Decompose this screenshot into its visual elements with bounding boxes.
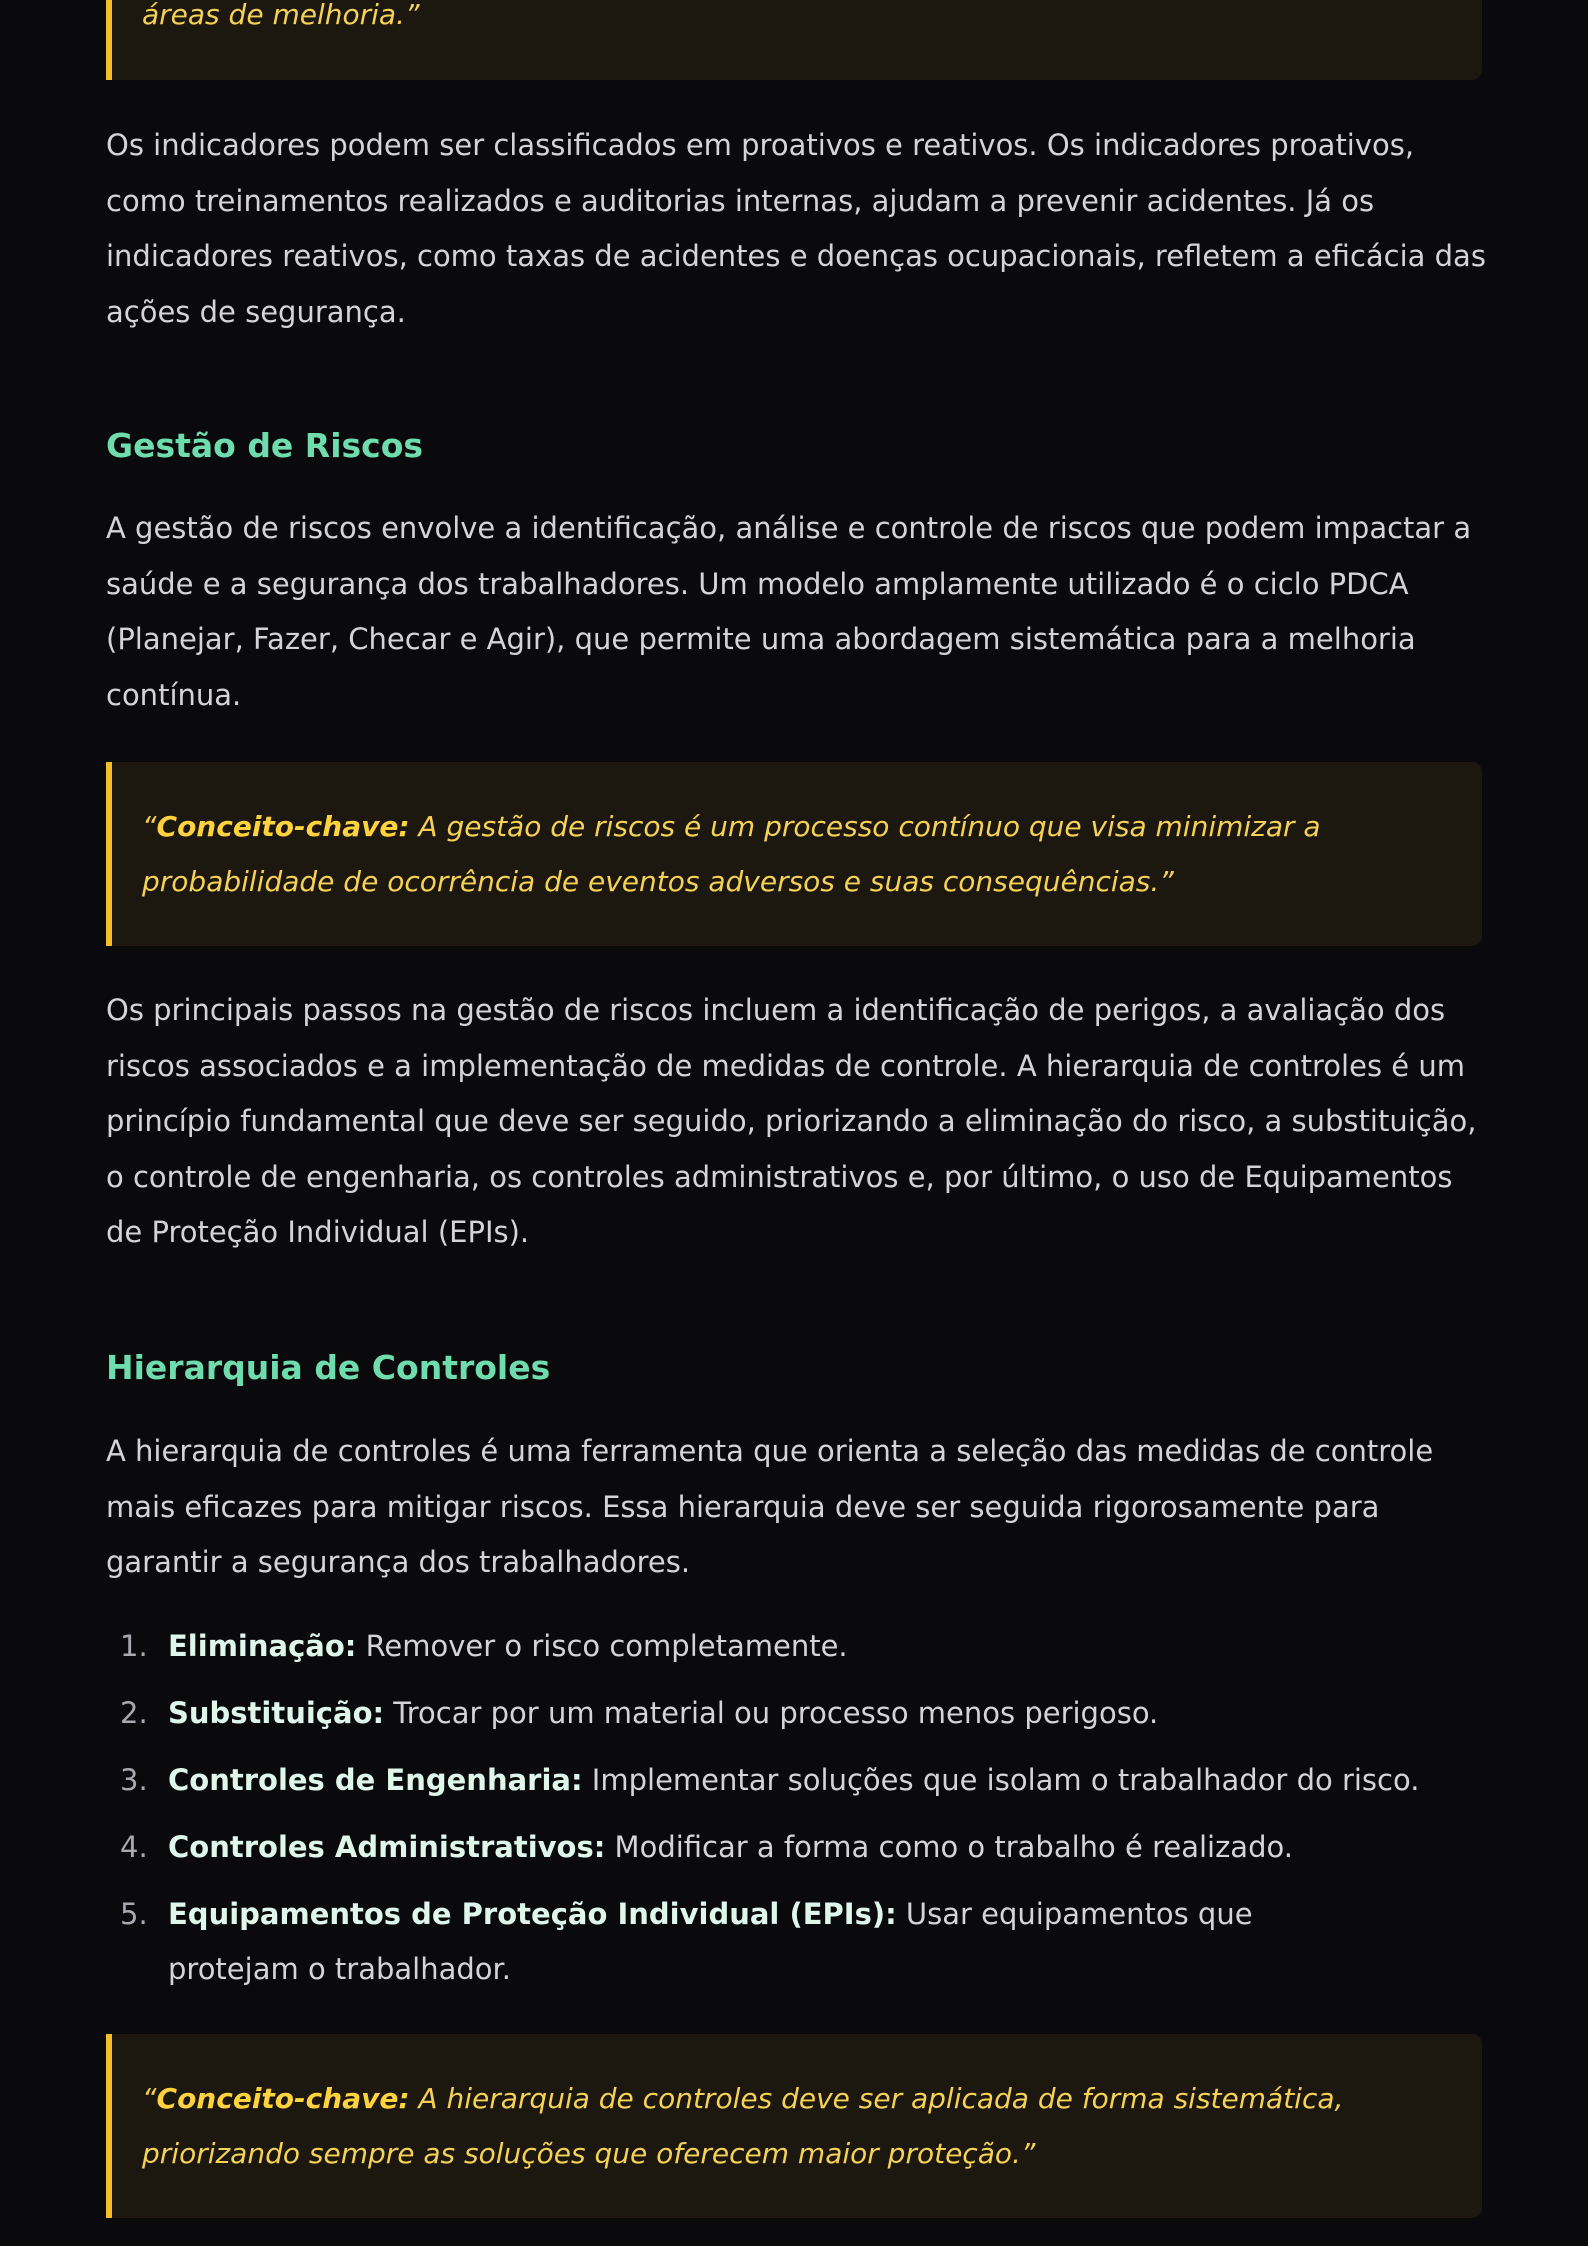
callout-text: A hierarquia de controles deve ser aplicada de forma sistemática, priorizando sempre as soluções que oferecem maior proteção.” bbox=[142, 2082, 1344, 2170]
list-number: 4. bbox=[120, 1830, 148, 1864]
key-concept-callout-hierarchy bbox=[106, 2034, 1482, 2218]
callout-label: Conceito-chave: bbox=[156, 810, 410, 843]
list-number: 2. bbox=[120, 1696, 148, 1730]
list-item bbox=[106, 1619, 1482, 1674]
list-desc: Modificar a forma como o trabalho é realizado. bbox=[605, 1830, 1293, 1864]
list-desc: Remover o risco completamente. bbox=[356, 1629, 848, 1663]
list-number: 3. bbox=[120, 1763, 148, 1797]
paragraph-control-hierarchy: A hierarquia de controles é uma ferramenta que orienta a seleção das medidas de controle mais eficazes para mitigar riscos. Essa hierarquia deve ser seguida rigorosamente para garantir a segurança dos trabalhadores. bbox=[106, 1434, 1434, 1579]
list-term: Substituição: bbox=[168, 1696, 385, 1730]
list-term: Equipamentos de Proteção Individual (EPIs): bbox=[168, 1897, 897, 1931]
list-desc: Trocar por um material ou processo menos perigoso. bbox=[384, 1696, 1159, 1730]
list-item bbox=[106, 1686, 1482, 1741]
paragraph-risk-management: A gestão de riscos envolve a identificação, análise e controle de riscos que podem impactar a saúde e a segurança dos trabalhadores. Um modelo amplamente utilizado é o ciclo PDCA (Planejar, Fazer, Checar e Agir), que permite uma abordagem sistemática para a melhoria contínua. bbox=[106, 511, 1472, 712]
paragraph-indicators: Os indicadores podem ser classificados em proativos e reativos. Os indicadores proativos, como treinamentos realizados e auditorias internas, ajudam a prevenir acidentes. Já os indicadores reativos, como taxas de acidentes e doenças ocupacionais, refletem a eficácia das ações de segurança. bbox=[106, 128, 1486, 329]
paragraph-risk-steps: Os principais passos na gestão de riscos incluem a identificação de perigos, a avaliação dos riscos associados e a implementação de medidas de controle. A hierarquia de controles é um princípio fundamental que deve ser seguido, priorizando a eliminação do risco, a substituição, o controle de engenharia, os controles administrativos e, por último, o uso de Equipamentos de Proteção Individual (EPIs). bbox=[106, 993, 1477, 1249]
callout-label: Conceito-chave: bbox=[156, 2082, 410, 2115]
callout-text: áreas de melhoria.” bbox=[142, 0, 420, 31]
heading-risk-management: Gestão de Riscos bbox=[106, 426, 424, 465]
list-term: Eliminação: bbox=[168, 1629, 357, 1663]
key-concept-callout-risk bbox=[106, 762, 1482, 946]
callout-text: A gestão de riscos é um processo contínuo que visa minimizar a probabilidade de ocorrência de eventos adversos e suas consequências.” bbox=[142, 810, 1321, 898]
list-desc: Usar equipamentos que protejam o trabalhador. bbox=[168, 1897, 1253, 1986]
heading-control-hierarchy: Hierarquia de Controles bbox=[106, 1348, 551, 1387]
list-item bbox=[106, 1887, 1482, 1997]
list-desc: Implementar soluções que isolam o trabalhador do risco. bbox=[582, 1763, 1420, 1797]
list-item bbox=[106, 1820, 1482, 1875]
callout-open-quote: “ bbox=[142, 2082, 157, 2115]
list-number: 1. bbox=[120, 1629, 148, 1663]
list-term: Controles de Engenharia: bbox=[168, 1763, 583, 1797]
list-number: 5. bbox=[120, 1897, 148, 1931]
list-item bbox=[106, 1753, 1482, 1808]
callout-open-quote: “ bbox=[142, 810, 157, 843]
control-hierarchy-list bbox=[106, 1619, 1482, 1997]
list-term: Controles Administrativos: bbox=[168, 1830, 606, 1864]
key-concept-callout-top bbox=[106, 0, 1482, 80]
